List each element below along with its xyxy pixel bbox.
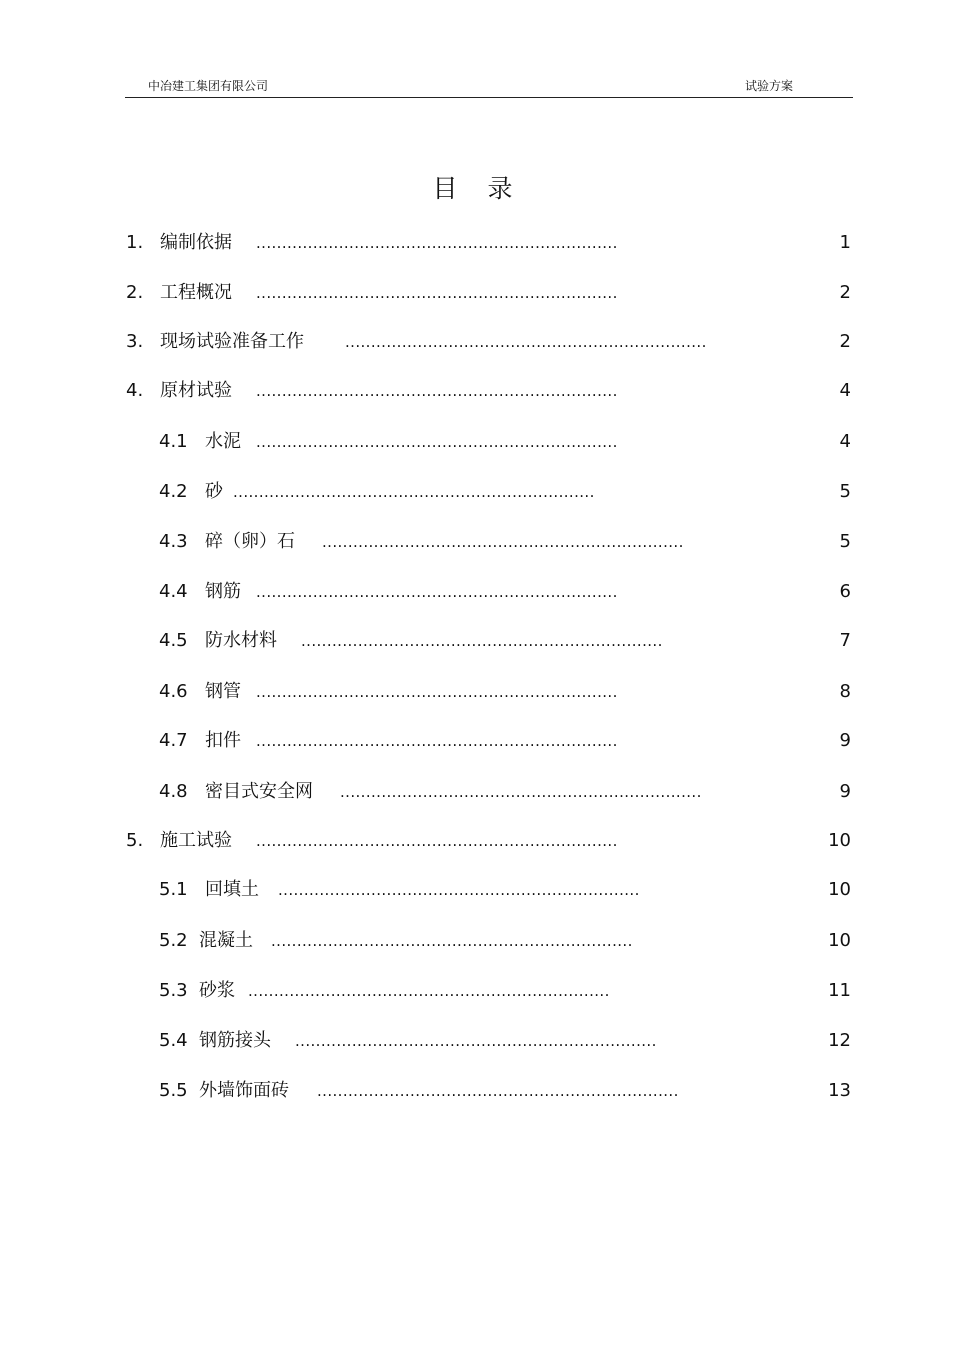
toc-entry-label: 防水材料 bbox=[205, 630, 277, 651]
toc-leader-dots: ...................................................................... bbox=[340, 783, 702, 801]
toc-entry-label: 密目式安全网 bbox=[205, 781, 313, 802]
toc-page-number: 5 bbox=[839, 531, 851, 552]
toc-entry-label: 钢筋接头 bbox=[199, 1030, 271, 1051]
toc-entry-label: 砂 bbox=[205, 481, 223, 502]
toc-leader-dots: ...................................................................... bbox=[256, 234, 618, 252]
toc-entry-number: 5. bbox=[126, 830, 144, 851]
toc-entry-label: 碎（卵）石 bbox=[205, 531, 295, 552]
toc-leader-dots: ...................................................................... bbox=[295, 1032, 657, 1050]
toc-entry-number: 4.5 bbox=[159, 630, 188, 651]
toc-page-number: 10 bbox=[828, 830, 851, 851]
toc-entry-number: 5.1 bbox=[159, 879, 188, 900]
toc-entry-label: 编制依据 bbox=[160, 232, 232, 253]
toc-entry-number: 4.8 bbox=[159, 781, 188, 802]
toc-entry-number: 4. bbox=[126, 380, 144, 401]
toc-page-number: 5 bbox=[839, 481, 851, 502]
toc-entry-3[interactable] bbox=[0, 330, 950, 354]
toc-entry-label: 混凝土 bbox=[199, 930, 253, 951]
toc-page-number: 10 bbox=[828, 879, 851, 900]
toc-entry-4-2[interactable] bbox=[0, 480, 950, 504]
toc-page-number: 2 bbox=[839, 331, 851, 352]
toc-entry-label: 工程概况 bbox=[160, 282, 232, 303]
toc-entry-4-8[interactable] bbox=[0, 780, 950, 804]
toc-leader-dots: ...................................................................... bbox=[256, 683, 618, 701]
toc-entry-number: 5.3 bbox=[159, 980, 188, 1001]
toc-leader-dots: ...................................................................... bbox=[271, 932, 633, 950]
toc-entry-number: 4.3 bbox=[159, 531, 188, 552]
toc-entry-label: 回填土 bbox=[205, 879, 259, 900]
toc-leader-dots: ...................................................................... bbox=[322, 533, 684, 551]
toc-entry-label: 现场试验准备工作 bbox=[160, 331, 304, 352]
toc-page-number: 9 bbox=[839, 781, 851, 802]
toc-leader-dots: ...................................................................... bbox=[256, 433, 618, 451]
toc-entry-5-1[interactable] bbox=[0, 878, 950, 902]
toc-entry-4-1[interactable] bbox=[0, 430, 950, 454]
toc-page-number: 2 bbox=[839, 282, 851, 303]
toc-page-number: 12 bbox=[828, 1030, 851, 1051]
toc-page-number: 13 bbox=[828, 1080, 851, 1101]
toc-entry-number: 4.2 bbox=[159, 481, 188, 502]
toc-entry-4[interactable] bbox=[0, 379, 950, 403]
toc-leader-dots: ...................................................................... bbox=[278, 881, 640, 899]
toc-page-number: 8 bbox=[839, 681, 851, 702]
toc-entry-number: 5.4 bbox=[159, 1030, 188, 1051]
toc-leader-dots: ...................................................................... bbox=[256, 583, 618, 601]
toc-entry-5-2[interactable] bbox=[0, 929, 950, 953]
toc-page-number: 9 bbox=[839, 730, 851, 751]
toc-entry-4-5[interactable] bbox=[0, 629, 950, 653]
toc-entry-label: 原材试验 bbox=[160, 380, 232, 401]
toc-leader-dots: ...................................................................... bbox=[256, 832, 618, 850]
toc-entry-label: 外墙饰面砖 bbox=[199, 1080, 289, 1101]
toc-entry-number: 3. bbox=[126, 331, 144, 352]
toc-page-number: 4 bbox=[839, 431, 851, 452]
toc-entry-label: 水泥 bbox=[205, 431, 241, 452]
toc-entry-label: 砂浆 bbox=[199, 980, 235, 1001]
toc-leader-dots: ...................................................................... bbox=[345, 333, 707, 351]
toc-entry-label: 钢管 bbox=[205, 681, 241, 702]
toc-entry-number: 4.7 bbox=[159, 730, 188, 751]
header-divider bbox=[125, 97, 853, 98]
toc-entry-number: 2. bbox=[126, 282, 144, 303]
toc-entry-label: 扣件 bbox=[205, 730, 241, 751]
toc-entry-4-3[interactable] bbox=[0, 530, 950, 554]
toc-leader-dots: ...................................................................... bbox=[301, 632, 663, 650]
toc-page-number: 1 bbox=[839, 232, 851, 253]
toc-entry-number: 4.6 bbox=[159, 681, 188, 702]
toc-page-number: 7 bbox=[839, 630, 851, 651]
toc-entry-5-4[interactable] bbox=[0, 1029, 950, 1053]
toc-page-number: 10 bbox=[828, 930, 851, 951]
toc-entry-number: 5.5 bbox=[159, 1080, 188, 1101]
toc-entry-label: 钢筋 bbox=[205, 581, 241, 602]
toc-entry-1[interactable] bbox=[0, 231, 950, 255]
header-company: 中冶建工集团有限公司 bbox=[148, 79, 269, 93]
toc-leader-dots: ...................................................................... bbox=[248, 982, 610, 1000]
toc-entry-number: 5.2 bbox=[159, 930, 188, 951]
toc-leader-dots: ...................................................................... bbox=[317, 1082, 679, 1100]
header-doc-type: 试验方案 bbox=[745, 79, 794, 93]
toc-entry-5[interactable] bbox=[0, 829, 950, 853]
toc-entry-5-5[interactable] bbox=[0, 1079, 950, 1103]
toc-entry-number: 4.1 bbox=[159, 431, 188, 452]
toc-leader-dots: ...................................................................... bbox=[256, 732, 618, 750]
toc-leader-dots: ...................................................................... bbox=[233, 483, 595, 501]
toc-leader-dots: ...................................................................... bbox=[256, 284, 618, 302]
toc-entry-5-3[interactable] bbox=[0, 979, 950, 1003]
toc-entry-4-6[interactable] bbox=[0, 680, 950, 704]
toc-entry-number: 1. bbox=[126, 232, 144, 253]
toc-title: 目录 bbox=[432, 174, 543, 203]
toc-entry-2[interactable] bbox=[0, 281, 950, 305]
toc-entry-4-4[interactable] bbox=[0, 580, 950, 604]
toc-leader-dots: ...................................................................... bbox=[256, 382, 618, 400]
toc-page-number: 6 bbox=[839, 581, 851, 602]
toc-entry-4-7[interactable] bbox=[0, 729, 950, 753]
toc-entry-label: 施工试验 bbox=[160, 830, 232, 851]
toc-page-number: 11 bbox=[828, 980, 851, 1001]
toc-page-number: 4 bbox=[839, 380, 851, 401]
toc-entry-number: 4.4 bbox=[159, 581, 188, 602]
